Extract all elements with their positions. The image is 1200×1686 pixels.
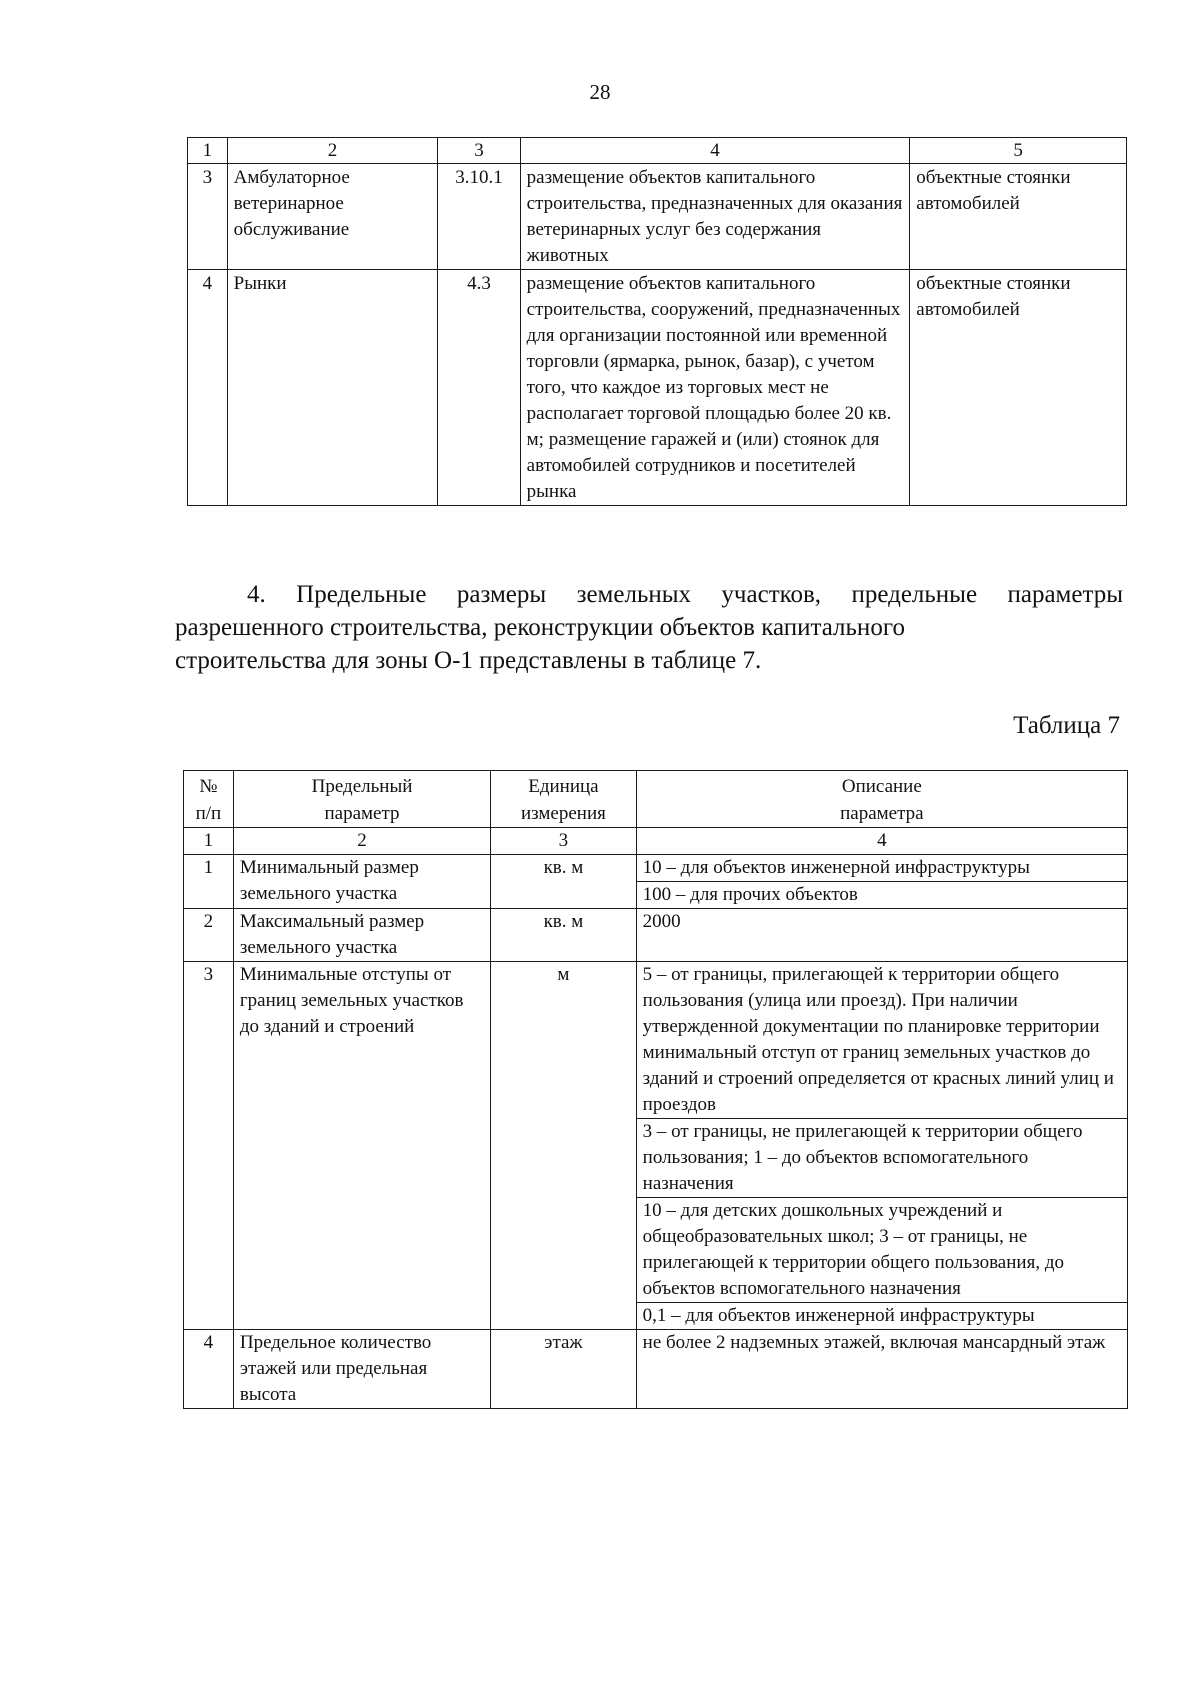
header-cell	[233, 771, 490, 828]
parameter-value: 0,1 – для объектов инженерной инфраструктуры	[636, 1303, 1127, 1330]
parameter-value: 2000	[636, 909, 1127, 962]
parameter-name: Максимальный размер земельного участка	[233, 909, 490, 962]
row-number: 4	[184, 1330, 234, 1409]
parameter-value: не более 2 надземных этажей, включая мансардный этаж	[636, 1330, 1127, 1409]
parameter-value: 100 – для прочих объектов	[636, 882, 1127, 909]
table-row	[184, 962, 1128, 1119]
header-cell	[636, 771, 1127, 828]
parameter-value: 5 – от границы, прилегающей к территории общего пользования (улица или проезд). При наличии утвержденной документации по планировке территории минимальный отступ от границ земельных участков до зданий и строений определяется от красных линий улиц и проездов	[636, 962, 1127, 1119]
row-number: 2	[184, 909, 234, 962]
table-header-row	[188, 138, 1127, 164]
table-row	[184, 1330, 1128, 1409]
header-cell: 5	[910, 138, 1127, 164]
row-number: 4	[188, 270, 228, 506]
header-cell	[491, 771, 636, 828]
page-number: 28	[589, 80, 611, 104]
header-text: п/п	[195, 803, 222, 824]
parking-requirement: объектные стоянки автомобилей	[910, 270, 1127, 506]
row-number: 3	[188, 164, 228, 270]
header-cell: 1	[188, 138, 228, 164]
parameter-name: Предельное количество этажей или предельная высота	[233, 1330, 490, 1409]
parking-requirement: объектные стоянки автомобилей	[910, 164, 1127, 270]
table-row	[188, 164, 1127, 270]
header-text: Единица	[528, 776, 599, 797]
header-cell	[184, 771, 234, 828]
column-number: 2	[233, 828, 490, 855]
row-number: 1	[184, 855, 234, 909]
use-name: Амбулаторное ветеринарное обслуживание	[227, 164, 438, 270]
parameter-name: Минимальные отступы от границ земельных участков до зданий и строений	[233, 962, 490, 1330]
column-number: 3	[491, 828, 636, 855]
column-number: 1	[184, 828, 234, 855]
unit: кв. м	[491, 855, 636, 909]
use-code: 4.3	[438, 270, 520, 506]
header-text: параметр	[324, 803, 400, 824]
table-row	[184, 909, 1128, 962]
parameters-table	[183, 770, 1128, 1409]
paragraph-line: 4. Предельные размеры земельных участков, предельные параметры разрешенного строительства, реконструкции объектов капитального	[175, 581, 1123, 641]
header-cell: 2	[227, 138, 438, 164]
parameter-name: Минимальный размер земельного участка	[233, 855, 490, 909]
use-description: размещение объектов капитального строительства, сооружений, предназначенных для организации постоянной или временной торговли (ярмарка, рынок, базар), с учетом того, что каждое из торговых мест не располагает торговой площадью более 20 кв. м; размещение гаражей и (или) стоянок для автомобилей сотрудников и посетителей рынка	[520, 270, 910, 506]
parameter-value: 10 – для детских дошкольных учреждений и общеобразовательных школ; 3 – от границы, не прилегающей к территории общего пользования, до объектов вспомогательного назначения	[636, 1198, 1127, 1303]
parameter-value: 3 – от границы, не прилегающей к территории общего пользования; 1 – до объектов вспомогательного назначения	[636, 1119, 1127, 1198]
section-paragraph	[175, 578, 1123, 677]
header-text: параметра	[840, 803, 924, 824]
parameter-value: 10 – для объектов инженерной инфраструктуры	[636, 855, 1127, 882]
header-text: Предельный	[311, 776, 413, 797]
row-number: 3	[184, 962, 234, 1330]
land-use-table	[187, 137, 1127, 506]
table-header-row	[184, 771, 1128, 828]
header-text: Описание	[841, 776, 922, 797]
column-number-row	[184, 828, 1128, 855]
unit: кв. м	[491, 909, 636, 962]
table-row	[188, 270, 1127, 506]
table-caption: Таблица 7	[1013, 712, 1120, 739]
column-number: 4	[636, 828, 1127, 855]
unit: этаж	[491, 1330, 636, 1409]
table-row	[184, 855, 1128, 882]
unit: м	[491, 962, 636, 1330]
use-name: Рынки	[227, 270, 438, 506]
header-text: измерения	[520, 803, 606, 824]
header-text: №	[199, 776, 218, 797]
use-description: размещение объектов капитального строительства, предназначенных для оказания ветеринарных услуг без содержания животных	[520, 164, 910, 270]
use-code: 3.10.1	[438, 164, 520, 270]
header-cell: 4	[520, 138, 910, 164]
paragraph-line: строительства для зоны О-1 представлены в таблице 7.	[175, 647, 762, 674]
header-cell: 3	[438, 138, 520, 164]
